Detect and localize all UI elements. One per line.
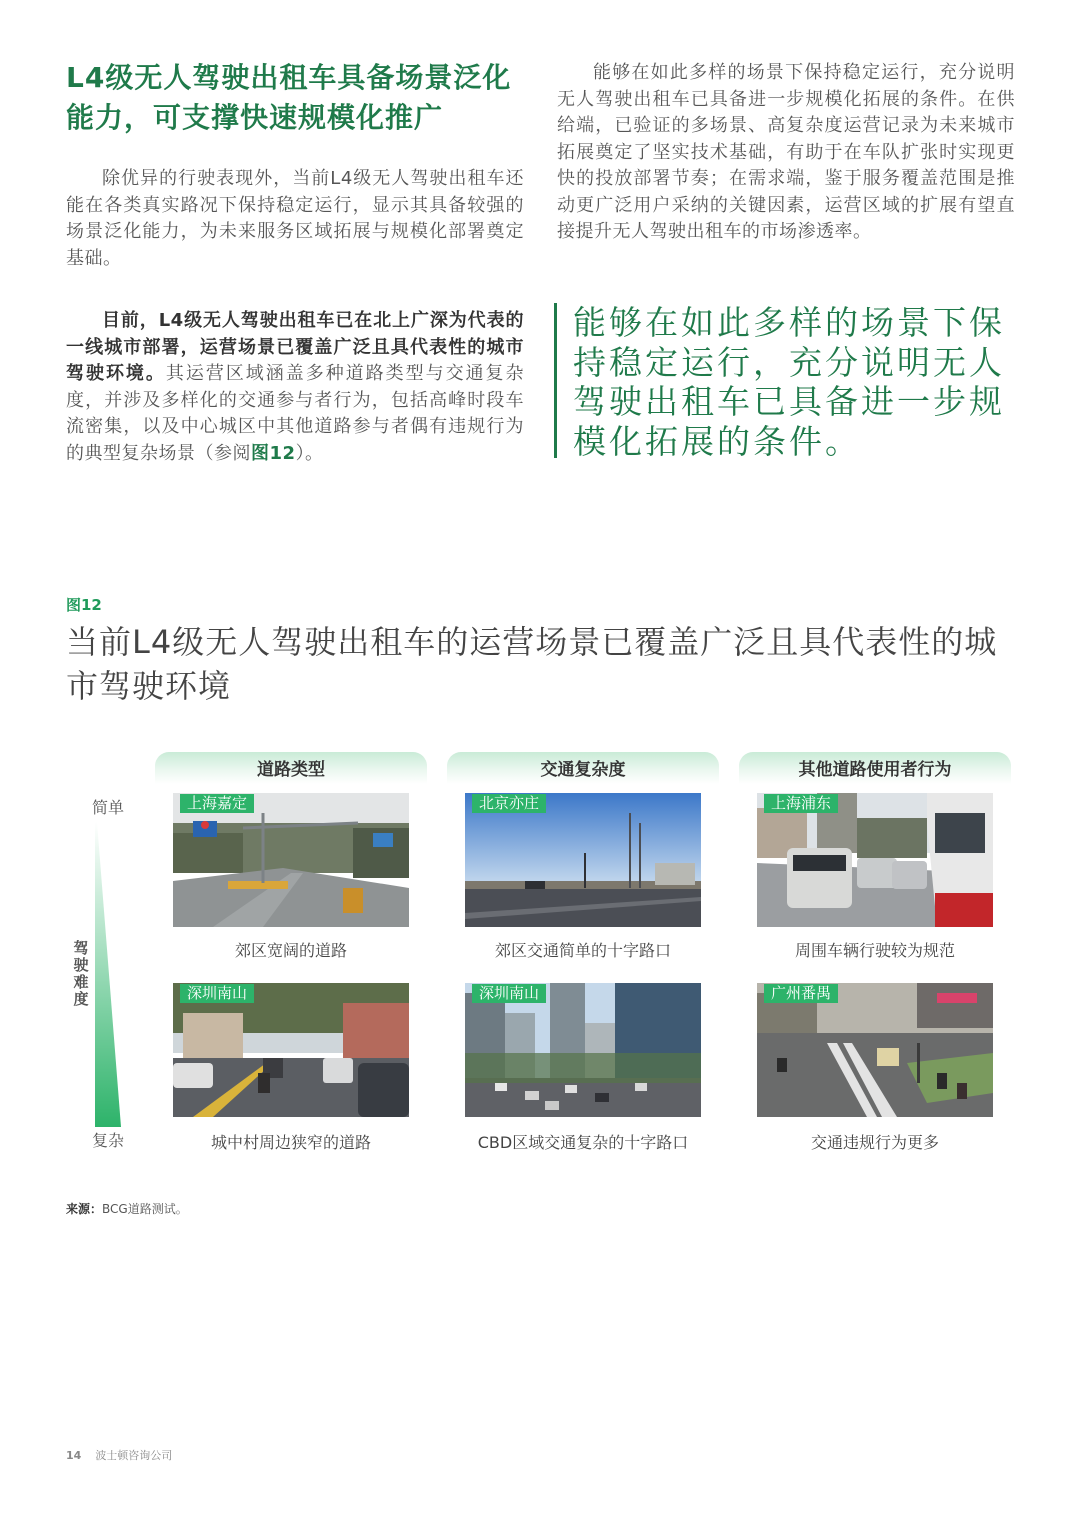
source-label: 来源：	[66, 1202, 103, 1216]
paragraph-3: 能够在如此多样的场景下保持稳定运行，充分说明无人驾驶出租车已具备进一步规模化拓展的条件。在供给端，已验证的多场景、高复杂度运营记录为未来城市拓展奠定了坚实技术基础，有助于在车队扩张时实现更快的投放部署节奏；在需求端，鉴于服务覆盖范围是推动更广泛用户采纳的关键因素，运营区域的扩展有望直接提升无人驾驶出租车的市场渗透率。	[557, 62, 1015, 242]
axis-difficulty-label: 驾驶难度	[73, 939, 89, 1008]
caption-complex-intersection: CBD区域交通复杂的十字路口	[477, 1133, 689, 1152]
axis-simple-label: 简单	[92, 798, 125, 817]
figure-source	[66, 1200, 188, 1217]
location-tag: 上海浦东	[764, 794, 838, 813]
photo-traffic-violations	[757, 983, 993, 1117]
location-tag: 广州番禺	[764, 984, 838, 1003]
page-number: 14	[66, 1449, 82, 1462]
source-text: BCG道路测试。	[102, 1202, 188, 1216]
section-heading: L4级无人驾驶出租车具备场景泛化能力，可支撑快速规模化推广	[66, 61, 512, 134]
paragraph-2-bold: 目前，L4级无人驾驶出租车已在北上广深为代表的一线城市部署，运营场景已覆盖广泛且具代表性的城市驾驶环境。	[66, 310, 524, 384]
caption-narrow-village-road: 城中村周边狭窄的道路	[210, 1133, 371, 1152]
location-tag: 深圳南山	[472, 984, 546, 1003]
page-footer	[66, 1447, 172, 1463]
paragraph-2	[66, 308, 524, 467]
photo-orderly-traffic	[757, 793, 993, 927]
photo-complex-cbd-intersection	[465, 983, 701, 1117]
location-tag: 深圳南山	[180, 984, 254, 1003]
paragraph-1: 除优异的行驶表现外，当前L4级无人驾驶出租车还能在各类真实路况下保持稳定运行，显示其具备较强的场景泛化能力，为未来服务区域拓展与规模化部署奠定基础。	[66, 168, 524, 269]
pull-quote: 能够在如此多样的场景下保持稳定运行，充分说明无人驾驶出租车已具备进一步规模化拓展的条件。	[554, 303, 1020, 458]
figure-reference: 图12	[251, 442, 296, 464]
column-header-road-user-behavior: 其他道路使用者行为	[739, 752, 1011, 784]
column-header-traffic-complexity: 交通复杂度	[447, 752, 719, 784]
caption-wide-suburban-road: 郊区宽阔的道路	[234, 941, 347, 960]
paragraph-2-end: ）。	[295, 442, 324, 464]
caption-traffic-violations: 交通违规行为更多	[810, 1133, 939, 1152]
paragraph-2-text: 其运营区域涵盖多种道路类型与交通复杂度，并涉及多样化的交通参与者行为，包括高峰时段车流密集，以及中心城区中其他道路参与者偶有违规行为的典型复杂场景（参阅	[66, 363, 525, 464]
axis-complex-label: 复杂	[92, 1131, 125, 1150]
location-tag: 北京亦庄	[472, 794, 546, 813]
difficulty-axis-wedge	[95, 822, 121, 1127]
photo-narrow-village-road	[173, 983, 409, 1117]
caption-simple-intersection: 郊区交通简单的十字路口	[494, 941, 671, 960]
photo-simple-suburban-intersection	[465, 793, 701, 927]
figure-label: 图12	[66, 596, 102, 614]
figure-title: 当前L4级无人驾驶出租车的运营场景已覆盖广泛且具代表性的城市驾驶环境	[66, 623, 998, 705]
photo-wide-suburban-road	[173, 793, 409, 927]
caption-orderly-traffic: 周围车辆行驶较为规范	[794, 941, 955, 960]
column-header-road-type: 道路类型	[155, 752, 427, 784]
location-tag: 上海嘉定	[180, 794, 254, 813]
footer-org: 波士顿咨询公司	[95, 1449, 173, 1462]
